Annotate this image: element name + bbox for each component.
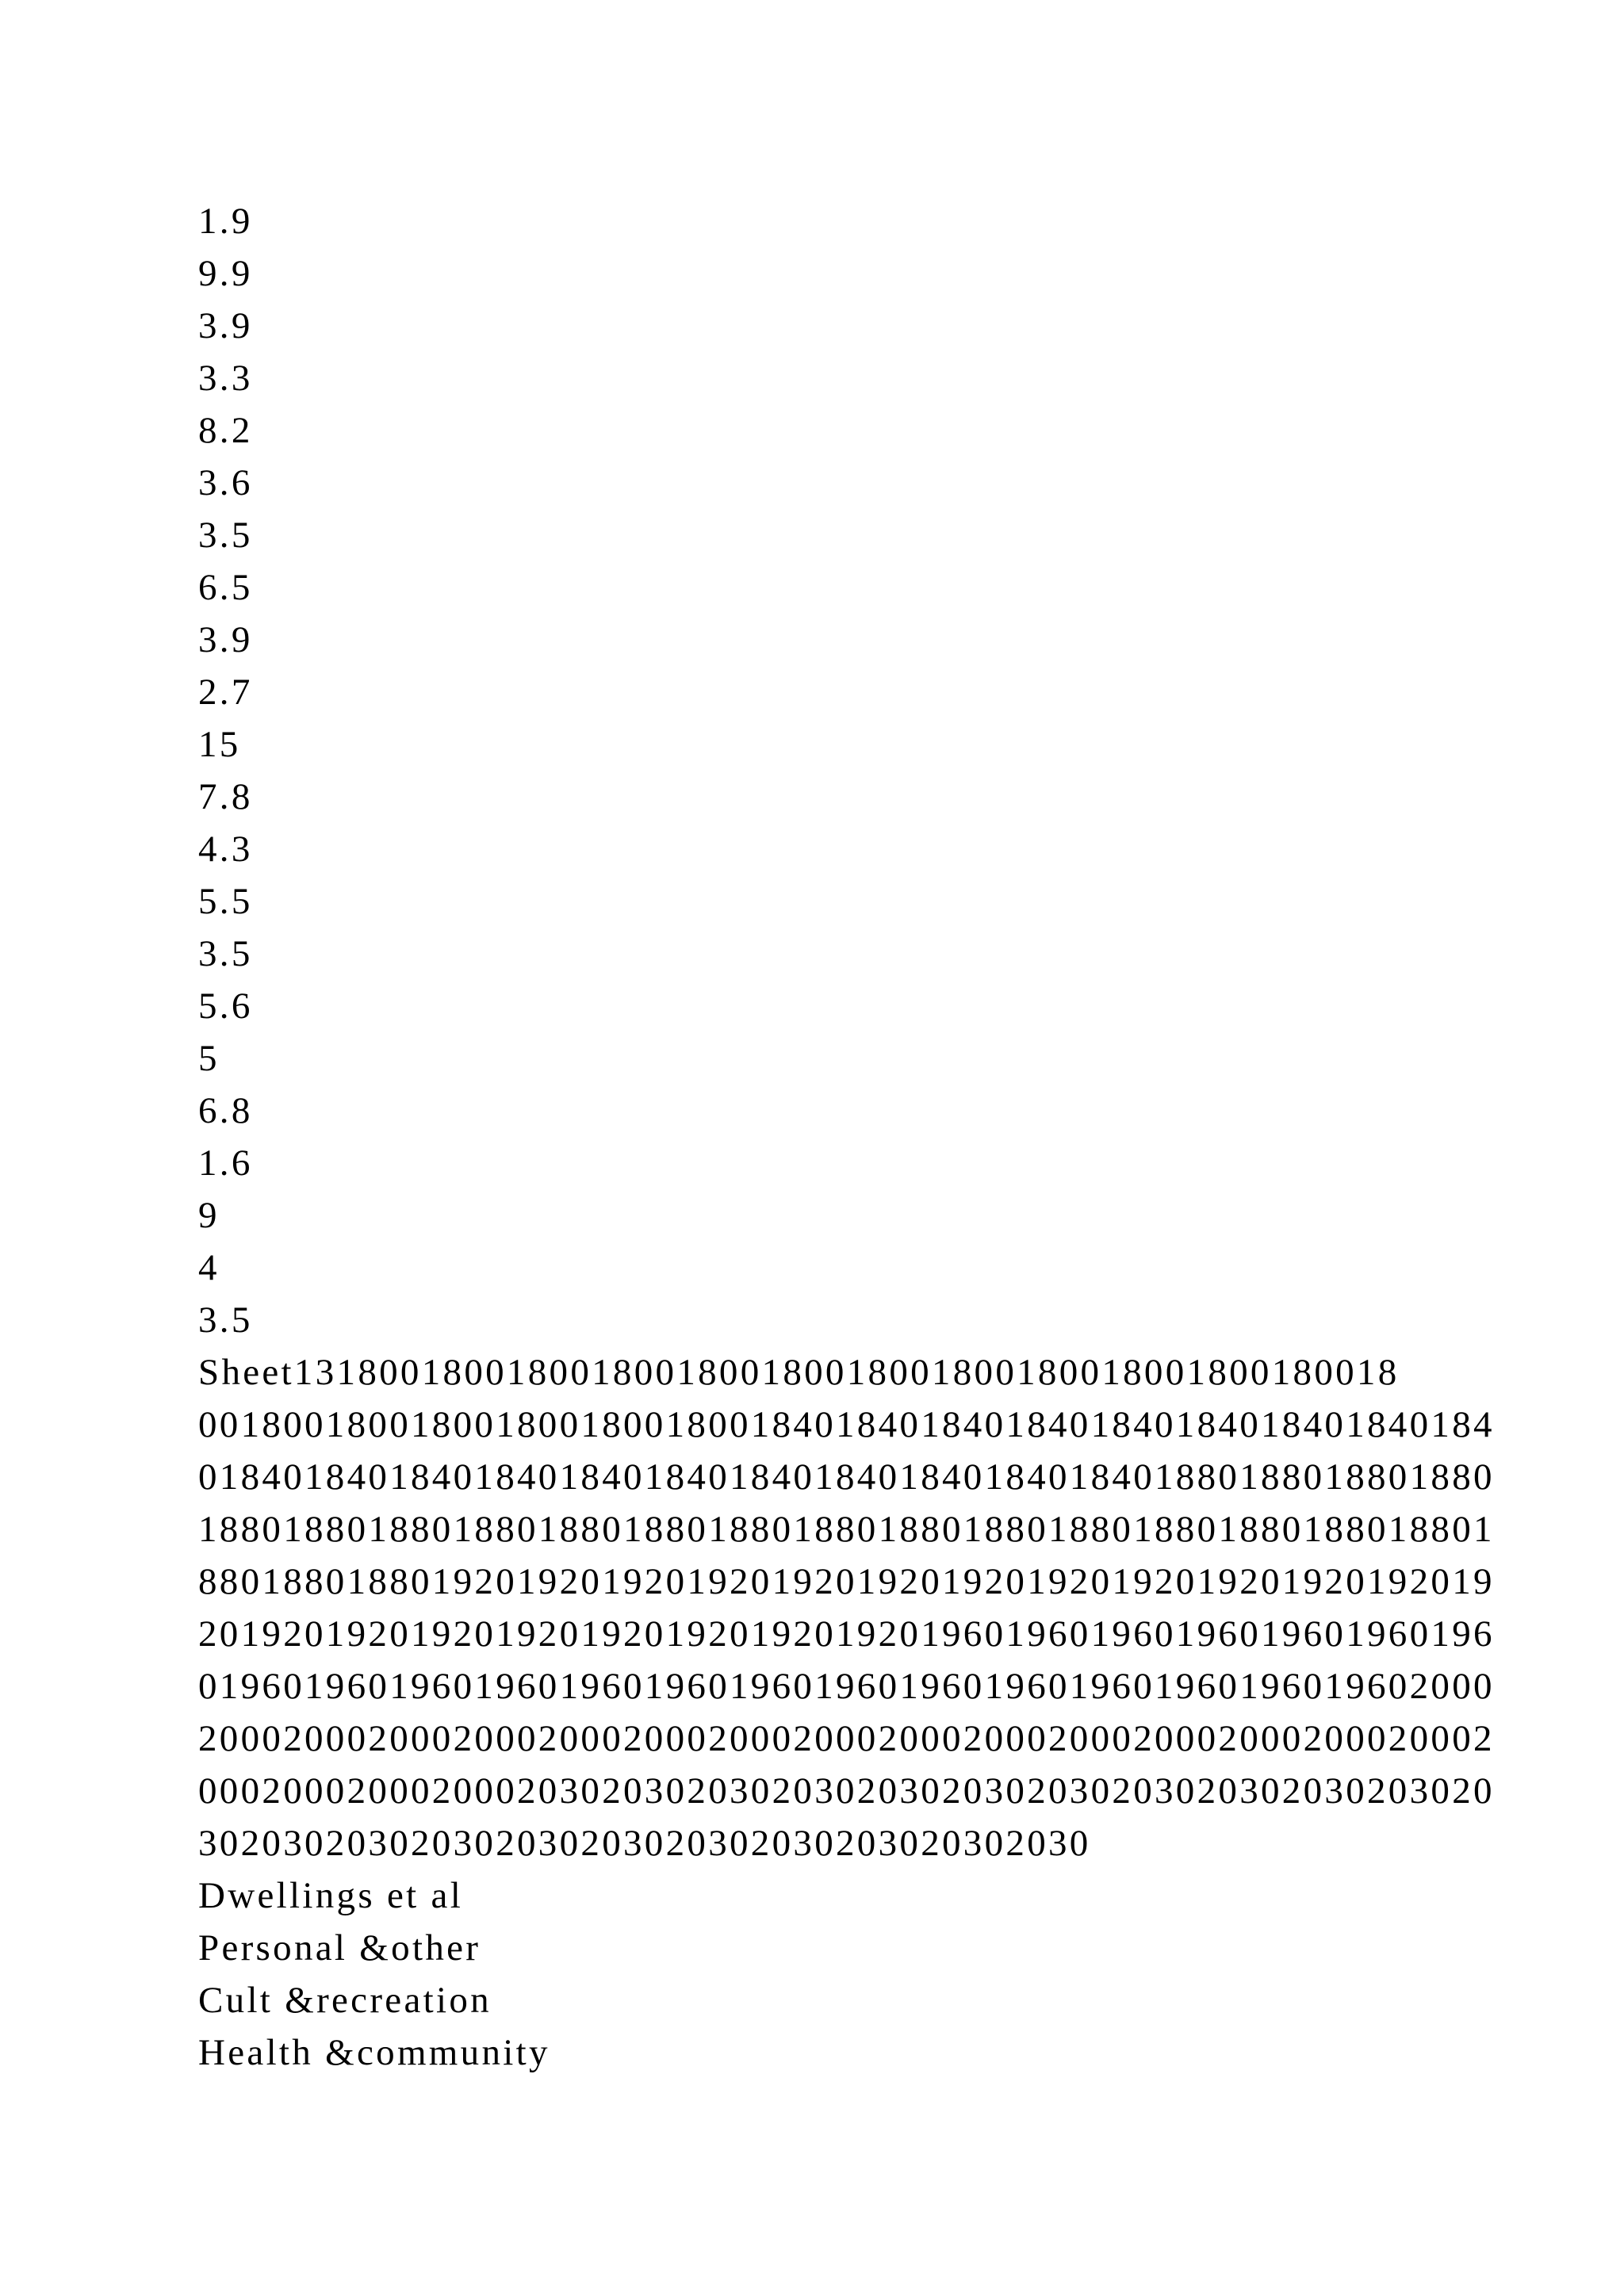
value-line: 6.5 [198,567,253,608]
value-line: 8.2 [198,410,253,451]
sheet-line: 0196019601960196019601960196019601960196019601960196019602000 [198,1666,1495,1707]
category-label: Personal &other [198,1927,481,1969]
value-line: 3.3 [198,358,253,399]
sheet-line: 302030203020302030203020302030203020302030 [198,1823,1091,1864]
value-line: 2.7 [198,672,253,713]
value-line: 1.9 [198,201,253,242]
value-line: 7.8 [198,776,253,817]
sheet-line: 0018001800180018001800180018401840184018401840184018401840184 [198,1404,1495,1445]
category-label: Dwellings et al [198,1875,464,1916]
category-label: Health &community [198,2032,550,2073]
value-line: 4.3 [198,828,253,870]
value-line: 15 [198,724,241,765]
value-line: 5.6 [198,985,253,1027]
value-line: 5.5 [198,881,253,922]
value-line: 6.8 [198,1090,253,1131]
sheet-line: 1880188018801880188018801880188018801880188018801880188018801 [198,1509,1495,1550]
value-line: 3.6 [198,462,253,503]
value-line: 9.9 [198,253,253,294]
sheet-line: Sheet1318001800180018001800180018001800180018001800180018 [198,1352,1400,1393]
value-line: 3.5 [198,1299,253,1341]
category-label: Cult &recreation [198,1980,492,2021]
document-text [198,195,1495,2079]
value-line: 3.9 [198,305,253,346]
value-line: 1.6 [198,1142,253,1184]
sheet-line: 0184018401840184018401840184018401840184018401880188018801880 [198,1456,1495,1498]
value-line: 3.5 [198,933,253,974]
sheet-line: 2000200020002000200020002000200020002000200020002000200020002 [198,1718,1495,1759]
value-line: 4 [198,1247,220,1288]
value-line: 5 [198,1038,220,1079]
value-line: 3.5 [198,515,253,556]
sheet-line: 8801880188019201920192019201920192019201920192019201920192019 [198,1561,1495,1602]
value-line: 9 [198,1195,220,1236]
value-line: 3.9 [198,619,253,660]
sheet-line: 2019201920192019201920192019201920196019601960196019601960196 [198,1613,1495,1655]
sheet-line: 0002000200020002030203020302030203020302030203020302030203020 [198,1770,1495,1812]
